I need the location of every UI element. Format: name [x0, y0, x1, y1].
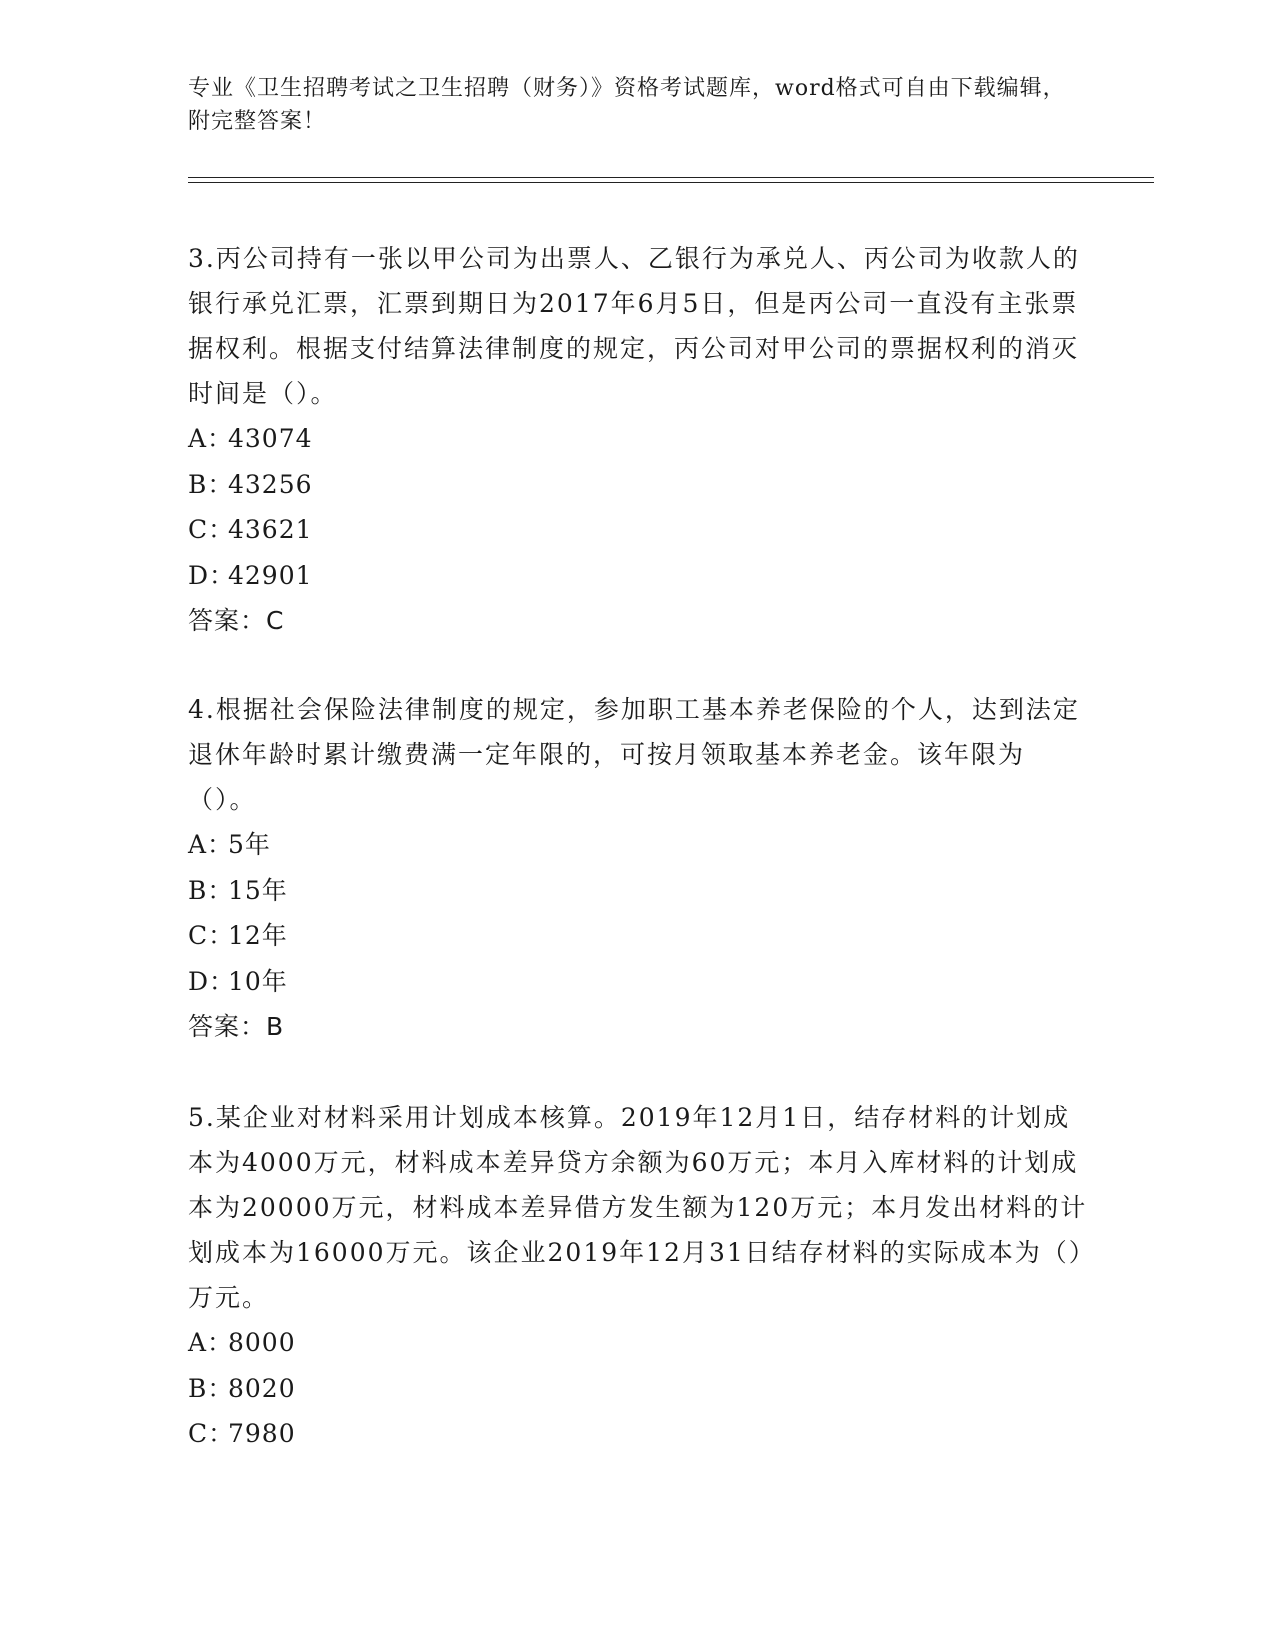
answer-text: 答案：B	[188, 1012, 285, 1041]
option-label: C：	[188, 515, 235, 544]
answer-text: 答案：C	[188, 606, 285, 635]
option-label: B：	[188, 469, 234, 499]
option-text: 43074	[228, 424, 313, 453]
option-text: 43621	[228, 515, 313, 544]
option-text: 8020	[228, 1373, 296, 1403]
option-text: 10年	[228, 966, 288, 996]
option-label: D：	[188, 560, 236, 590]
option-b	[188, 462, 1088, 508]
header-title: 专业《卫生招聘考试之卫生招聘（财务）》资格考试题库，word格式可自由下载编辑，附完整答案！	[188, 76, 1066, 134]
option-label: B：	[188, 1373, 234, 1403]
option-label: C：	[188, 1419, 235, 1448]
option-d	[188, 553, 1088, 599]
option-label: B：	[188, 875, 234, 905]
question-stem: 5.某企业对材料采用计划成本核算。2019年12月1日，结存材料的计划成本为4000万元，材料成本差异贷方余额为60万元；本月入库材料的计划成本为20000万元，材料成本差异借方发生额为120万元；本月发出材料的计划成本为16000万元。该企业2019年12月31日结存材料的实际成本为（）万元。	[188, 1103, 1088, 1312]
option-text: 42901	[228, 560, 313, 590]
header-divider-bottom	[188, 182, 1154, 183]
option-label: D：	[188, 966, 236, 996]
question-stem: 4.根据社会保险法律制度的规定，参加职工基本养老保险的个人，达到法定退休年龄时累计缴费满一定年限的，可按月领取基本养老金。该年限为（）。	[188, 695, 1080, 814]
option-a	[188, 416, 1088, 462]
option-label: A：	[188, 424, 234, 453]
option-a	[188, 822, 1088, 868]
question-stem: 3.丙公司持有一张以甲公司为出票人、乙银行为承兑人、丙公司为收款人的银行承兑汇票，汇票到期日为2017年6月5日，但是丙公司一直没有主张票据权利。根据支付结算法律制度的规定，丙公司对甲公司的票据权利的消灭时间是（）。	[188, 244, 1080, 408]
option-text: 15年	[228, 875, 288, 905]
header-divider-top	[188, 177, 1154, 178]
option-d	[188, 959, 1088, 1005]
document-header	[188, 72, 1088, 138]
question-4	[188, 687, 1088, 1049]
option-c	[188, 913, 1088, 959]
option-text: 12年	[228, 921, 288, 950]
question-5	[188, 1095, 1088, 1457]
option-label: C：	[188, 921, 235, 950]
question-3	[188, 236, 1088, 643]
option-text: 43256	[228, 469, 313, 499]
option-text: 7980	[228, 1419, 296, 1448]
option-label: A：	[188, 830, 234, 859]
option-b	[188, 1366, 1088, 1412]
option-c	[188, 507, 1088, 553]
option-b	[188, 868, 1088, 914]
option-c	[188, 1411, 1088, 1457]
option-text: 8000	[228, 1328, 296, 1357]
option-text: 5年	[228, 830, 271, 859]
option-a	[188, 1320, 1088, 1366]
option-label: A：	[188, 1328, 234, 1357]
